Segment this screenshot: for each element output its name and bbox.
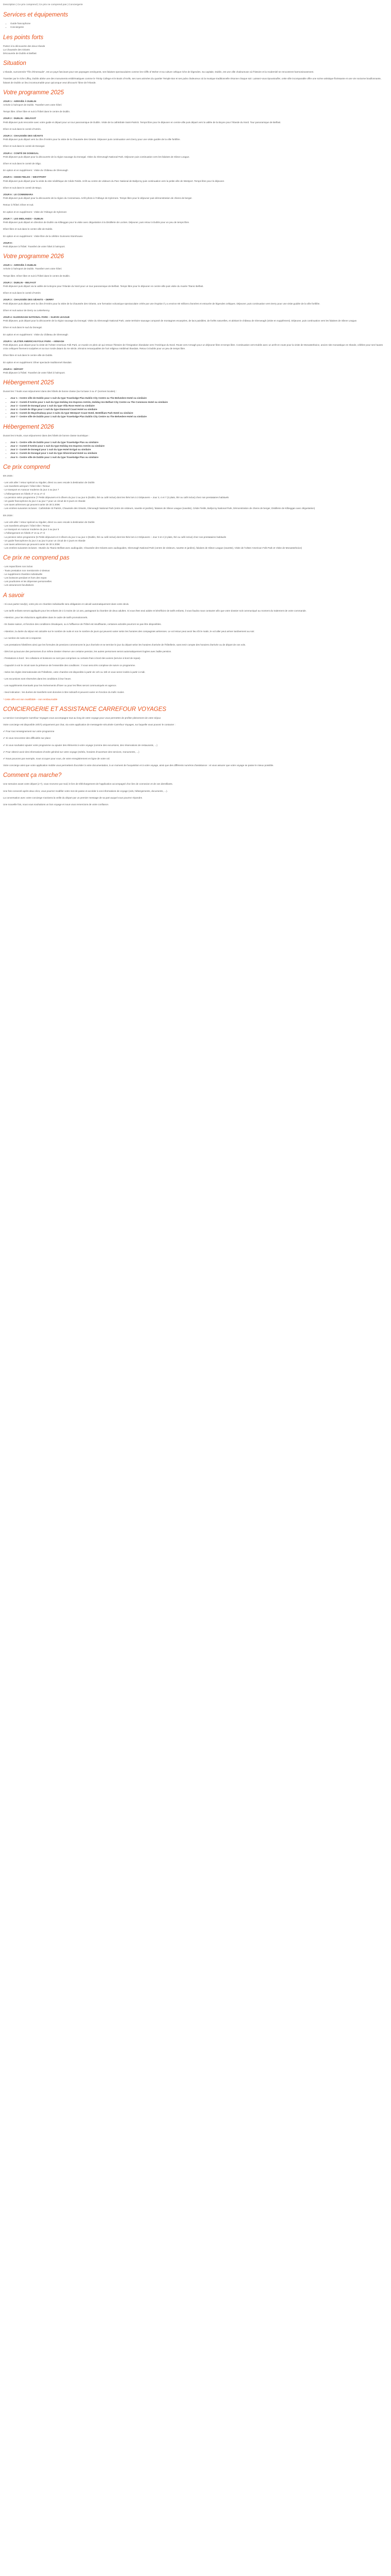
comprend-line: - Un guide francophone du jour 2 au jour 7 pour un circuit de 6 jours en Irlande: [3, 500, 86, 503]
day-heading: JOUR 8 :: [3, 241, 13, 244]
a-savoir-list: [3, 602, 388, 694]
a-savoir-item: - Attention, pour les réductions applicables dans le cadre de tarifs promotionnels.: [3, 616, 88, 619]
day-text: Dîner et nuit dans le comté d'Antrim.: [3, 127, 42, 130]
comprend-line: - Les taxes aériennes qui peuvent varier de 30 à 200€: [3, 503, 60, 506]
comprend-line: - L'hébergement en hôtels 3* et ou 4* nl: [3, 532, 45, 535]
day-heading: JOUR 5 : CEIDE FIELDS – WESTPORT: [3, 176, 46, 179]
conciergerie-paragraph: Le service Conciergerie Carrefour Voyages vous accompagne tout au long de votre voyage pour vous permettre de profiter pleinement de votre séjour.: [3, 716, 161, 719]
a-savoir-item: - Le nombre de nuits est à respecter.: [3, 636, 42, 639]
day-text: Arrivée à l'aéroport de Dublin. Transfert vers votre hôtel.: [3, 267, 62, 270]
hebergement-item: • Jour 5 - Centre ville de Dublin pour 1 nuit du type Travelodge Plus ou similaire: [10, 455, 388, 459]
day-text: Dîner libre et nuit dans le centre-ville de Dublin.: [3, 228, 53, 231]
hebergement-2026-list: [3, 440, 388, 459]
ne-comprend-line: - Toute prestation non mentionnée ci-dessus: [3, 569, 50, 572]
hebergement-item: • Jour 1 - Centre ville de Dublin pour 1 nuit du type Travelodge Plus ou similaire: [10, 440, 388, 444]
day-text: En option et en supplément : Visite du Château de Glenveagh: [3, 169, 68, 172]
hebergement-item: • Jour 2 - Comté d'Antrim pour 1 nuit du type Holiday Inn Express Antrim, Holiday Inn Belfast City Centre ou The Commons Hotel ou similaire: [10, 400, 388, 404]
ne-comprend-pas-title: Ce prix ne comprend pas: [3, 555, 70, 562]
conciergerie-paragraph: Votre concierge est disponible 24h/7j uniquement par chat, via votre application de messagerie sécurisée Carrefour Voyages, sur laquelle vous pouvez le contacter :: [3, 723, 176, 726]
day-text: Petit déjeuner, puis départ pour la découverte de la région sauvage du Donegal. Visite du Glenveagh National Park, vaste territoire sauvage composé de montagnes escarpées, de lacs paisibles, de forêts naturelles, et abritant le château de Glenveagh (visite en supplément). Déjeuner, puis continuation vers les falaises de Slieve League.: [3, 319, 357, 323]
day-text: Temps libre. Dîner libre et nuit à l'hôtel dans le centre de Dublin.: [3, 110, 71, 113]
day-heading: JOUR 1 : ARRIVÉE À DUBLIN: [3, 264, 37, 267]
day-text: Petit déjeuner puis départ vers la côte d'Antrim pour la visite de la Chaussée des Géants, une formation volcanique spectaculaire créée par une éruption il y a environ 60 millions d'années et entourée de légendes celtiques. Déjeuner, puis continuation vers Derry pour une visite guidée de la ville fortifiée.: [3, 302, 320, 305]
day-text: Dîner et nuit dans le comté de Donegal.: [3, 145, 45, 148]
situation-paragraph: Transiter par le riche Liffey, Dublin abrite une des monuments emblématiques comme le Trinity College et le Book of Kells, ses rues animées du quartier Temple Bar et ses pubs chaleureux où la musique traditionnelle résonne chaque soir. Laissez-vous époustoufler, cette ville incomparable offre une scène artistique florissante et une vie nocturne bouillonnante, faisant de Dublin un lieu incontournable pour quiconque veut découvrir l'âme de l'Irlande.: [3, 77, 382, 84]
comprend-line: - L'hébergement en hôtels 3* et ou 4* nl: [3, 492, 45, 495]
hebergement-2025-title: Hébergement 2025: [3, 380, 54, 386]
services-item: • Conciergerie: [10, 25, 388, 29]
day-text: Dîner et nuit dans le comté de Sligo.: [3, 162, 42, 165]
hebergement-intro: Durant les 7 Nuits vous séjournerez dans des hôtels de bonne classe (sur la base 3 ou 4* (normes locales) :: [3, 390, 117, 393]
day-text: Petit déjeuner à l'hôtel. Transfert de votre hôtel à l'aéroport.: [3, 245, 66, 248]
day-text: En option et en supplément : Visite du Château de Glenveagh: [3, 333, 68, 336]
day-text: Temps libre. Dîner libre et nuit à l'hôtel dans le centre de Dublin.: [3, 274, 71, 277]
day-heading: JOUR 6 : LE CONNEMARA: [3, 193, 34, 196]
day-heading: JOUR 2 : DUBLIN – BELFAST: [3, 117, 37, 120]
day-heading: JOUR 3 : CHAUSSÉE DES GÉANTS – DERRY: [3, 298, 54, 301]
hebergement-intro: Durant les 5 Nuits, vous séjournerez dans des hôtels de bonne classe touristique :: [3, 434, 90, 437]
a-savoir-item: - Prestations à bord : les collations et boissons ne sont pas comprises ou certains frais à bord des avions (service à bord de repas).: [3, 657, 141, 660]
day-text: En option et en supplément : Visite de l'Abbaye de Kylemore: [3, 210, 67, 213]
day-text: Petit déjeuner puis départ pour la découverte de la région du Connemara. Arrêt photo à l'Abbaye de Kylemore. Temps libre pour le déjeuner puis démonstration de chiens de berger.: [3, 197, 192, 200]
day-text: Dîner et nuit autour de Derry ou Letterkenny.: [3, 309, 50, 312]
comment-paragraph: Une nouvelle fois, nous vous souhaitons un bon voyage et nous vous remercions de votre confiance.: [3, 803, 109, 806]
programme-2026: [3, 263, 388, 375]
comprend-line: - Les taxes aériennes qui peuvent varier de 30 à 200€: [3, 543, 60, 546]
day-heading: JOUR 4 : COMTÉ DE DONEGAL: [3, 151, 39, 155]
day-text: Petit déjeuner puis départ en direction de Dublin via Kilbeggan pour la visite avec dégustation à la Distillerie de Lockes. Déjeuner, puis retour à Dublin pour un peu de temps libre.: [3, 221, 190, 224]
ne-comprend-line: - Les pourboires et les dépenses personnelles: [3, 580, 52, 583]
comprend-2026-list: [3, 520, 388, 550]
hebergement-2026-title: Hébergement 2026: [3, 423, 54, 430]
non-modifiable-note: * Cette offre est non modifiable – non remboursable: [3, 698, 58, 701]
hebergement-item: • Jour 3 - Comté de Donegal pour 1 nuit du type Villa Rose Hotel ou similaire: [10, 404, 388, 408]
hebergement-item: • Jour 4 - Comté de Sligo pour 1 nuit du type Diamond Coast Hotel ou similaire: [10, 408, 388, 411]
points-forts-line: Découverte de Dublin et Belfast: [3, 52, 37, 55]
day-text: Dîner et nuit dans le comté de Mayo.: [3, 186, 42, 189]
comment-ca-marche-title: Comment ça marche?: [3, 772, 62, 779]
a-savoir-item: - Les tarifs enfants seront appliqués pour les enfants de 2 à moins de 12 ans, partageant la chambre de deux adultes. Si vous êtes seul adulte et bénéficiez de tarifs enfants, il vous faudra nous contacter afin que votre dossier soit communiqué au moment du traitement de votre commande.: [3, 609, 307, 612]
ne-comprend-line: - Les assurances facultatives: [3, 584, 34, 587]
comment-paragraph: Une semaine avant votre départ (J-7), vous recevrez par mail, le lien de téléchargement de l'application accompagné d'un lien de connexion et de vos identifiants.: [3, 783, 173, 786]
year-heading: EN 2026 :: [3, 514, 14, 517]
points-forts-line: Partez à la découverte des deux Irlande: [3, 44, 45, 47]
a-savoir-item: - En basse saison, et fonction des conditions climatiques, ou à l'affluence de l'hôtel est insuffisante, certaines activités pourront ne pas être disponibles.: [3, 623, 161, 626]
conciergerie-item: ✔ Si vous rencontrez des difficultés sur place: [3, 737, 51, 740]
day-text: Petit déjeuner à l'hôtel. Transfert de votre hôtel à l'aéroport.: [3, 371, 66, 374]
situation-paragraph: L'Irlande, surnommée "l'île d'émeraude", est un pays fascinant pour ses paysages verdoyants, ses falaises spectaculaires comme les Cliffs of Moher et sa culture celtique riche de légendes. Sa capitale, Dublin, est une ville chaleureuse où l'histoire et la modernité se rencontrent harmonieusement.: [3, 71, 314, 74]
day-text: En option et en supplément: Dîner spectacle traditionnel irlandais: [3, 361, 72, 364]
hebergement-2025-list: [3, 396, 388, 418]
day-text: Dîner et nuit dans le comté d'Antrim: [3, 292, 41, 295]
a-savoir-item: - Attention, la durée du séjour est calculée sur le nombre de nuits et non le nombre de jours qui peuvent varier selon les horaires des compagnies aériennes. Le vol retour peut avoir lieu tôt le matin, le vol aller peut arriver tardivement au soir.: [3, 630, 255, 633]
day-text: Petit déjeuner puis rencontre avec votre guide et départ pour un tour panoramique de Dublin. Visite de la cathédrale Saint-Patrick. Temps libre pour le déjeuner en centre-ville puis départ vers la vallée de la Boyne pour l'Irlande du Nord. Tour panoramique de Belfast.: [3, 121, 281, 124]
hebergement-item: • Jour 1 - Centre ville de Dublin pour 1 nuit du type Travelodge Plus Dublin City Centre ou The Belvedere Hotel ou similaire: [10, 396, 388, 400]
day-heading: JOUR 6 : DÉPART: [3, 367, 24, 370]
day-text: En option et en supplément : Visite libre de la célèbre Guinness Storehouse.: [3, 234, 84, 238]
ne-comprend-line: - Les repas libres non inclus: [3, 565, 33, 568]
conciergerie-item: ✔ Pour obtenir avoir des informations d'ordre général sur votre voyage (météo, horaires d'ouverture des services, monuments, ...): [3, 750, 139, 753]
day-heading: JOUR 7 : LES MIDLANDS – DUBLIN: [3, 217, 43, 220]
conciergerie-paragraph: Votre concierge ainsi que votre application mobile vous permettent d'accéder à votre documentation, à un moment de l'acquisition et à votre voyage, ainsi que des différents numéros d'assistance : et vous assurer que votre voyage se passe le mieux possible.: [3, 764, 274, 767]
a-savoir-item: - Selon les règles internationales de l'hôtellerie, votre chambre est disponible à partir de 14h ou 15h et vous serez invités à partir à midi.: [3, 670, 145, 673]
comprend-2025-list: [3, 481, 388, 511]
comprend-line: - Le transport en Autocar moderne du jour 2 au jour 5: [3, 528, 59, 531]
comprend-line: - Le transport en Autocar moderne du jour 2 au jour 7: [3, 488, 59, 492]
a-savoir-item: - Les prestations hôtelières ainsi que les formules de pensions commencent le jour d'arrivée et se termine le jour du départ selon les horaires d'arrivée de l'hôtellerie, sans tenir compte des horaires d'arrivée ou de départ de vos vols.: [3, 643, 246, 646]
hebergement-item: • Jour 7 - Centre ville de Dublin pour 1 nuit du type Travelodge Plus Dublin City Centre ou The Belvedere Hotel ou similaire: [10, 415, 388, 418]
ne-comprend-line: - Les boissons pendant et hors des repas: [3, 577, 47, 580]
conciergerie-item: ✔ Pour tout renseignement sur votre programme: [3, 730, 55, 733]
services-list: [3, 22, 388, 29]
comprend-line: - Les vols aller / retour spécial ou régulier, direct ou avec escale à destination de Dublin: [3, 481, 95, 484]
a-savoir-item: - Les excursions sont réservées dans les conditions à leur heure.: [3, 677, 72, 680]
a-savoir-item: - Les suppléments éventuels pour les événements d'hiver ou pour les fêtes seront communiqués en agence.: [3, 684, 117, 687]
day-heading: JOUR 2 : DUBLIN – BELFAST: [3, 281, 37, 284]
conciergerie-item: ✔ Si vous souhaitez ajouter votre programme ou ajouter des éléments à votre voyage (comme des excursions, des réservations de restaurants, ...): [3, 743, 158, 747]
comment-paragraph: Une fois connecté après deux clics, vous pourrez modifier votre mot de passe et accéder à vos informations de voyage (vols, hébergements, documents, ...).: [3, 789, 168, 792]
programme-2025-title: Votre programme 2025: [3, 89, 64, 96]
day-text: Arrivée à l'aéroport de Dublin. Transfert vers votre hôtel.: [3, 104, 62, 107]
comment-paragraph: La conversation avec votre concierge s'activera la veille du départ par un premier message de sa part auquel vous pourrez répondre.: [3, 796, 143, 799]
breadcrumb[interactable]: Description | Ce prix comprend | Ce prix ne comprend pas | Conciergerie: [3, 4, 83, 6]
comprend-line: - Les transferts aéroport / hôtel Aller / Retour: [3, 524, 50, 528]
day-text: Petit déjeuner, puis départ pour la visite de l'Ulster American Folk Park, un musée en plein air qui retrace l'histoire de l'émigration irlandaise vers l'Amérique du Nord. Route vers Armagh pour un déjeuner libre et temps libre. Continuation vers Dublin avec un arrêt en route pour la visite de Monasterboice, ancien site monastique en Irlande, célèbre pour ses hautes croix celtiques finement sculptées et sa tour ronde datant du Xe siècle, témoins remarquables de l'art religieux médiéval irlandais. Retour à Dublin pour un peu de temps libre.: [3, 343, 383, 350]
day-heading: JOUR 5 : ULSTER AMERICAN FOLK PARK – ARMAGH: [3, 340, 64, 343]
day-heading: JOUR 1 : ARRIVÉE À DUBLIN: [3, 99, 37, 103]
comprend-line: - Les entrées suivantes incluses : Cathédrale St Patrick, Chaussée des Géants, Glenveagh National Park (entre de visiteurs, navette et jardins), falaises de Slieve League (navette), Céide Fields, Ballycroy National Park, Démonstration de chiens de berger, Distillerie de Kilbeggan avec dégustation): [3, 507, 315, 510]
a-savoir-item: - Capacité à voir le circuit sans la présence de l'ensemble des conditions : il vous sera très complexe de suivre ce programme.: [3, 664, 136, 667]
programme-2026-title: Votre programme 2026: [3, 253, 64, 260]
points-forts-title: Les points forts: [3, 34, 43, 41]
comprend-line: - Les vols aller / retour spécial ou régulier, direct ou avec escale à destination de Dublin: [3, 520, 95, 523]
comprend-line: - Les entrées suivantes incluses : Musée du Titanic Belfast avec audioguide, Chaussée des Géants avec audioguides, Glenveagh National Park (centre de visiteurs, navette et jardins), falaises de Slieve League (navette), Visite de l'Ulster American Folk Park et Visite de Monasterboice): [3, 547, 302, 550]
comprend-line: - La pension selon programme (7 Petits déjeuners et 5 dîners du jour 2 au jour 6 (Dublin, thé ou café inclus) dont les thés lors à 3 Déjeuners – Jour 3, 4 et 7 (2 plats, thé ou café inclus) chez nos prestataires habituels: [3, 496, 229, 499]
conciergerie-title: CONCIERGERIE ET ASSISTANCE CARREFOUR VOYAGES: [3, 706, 167, 713]
comprend-line: - Un guide francophone du jour 2 au jour 5 pour un circuit de 4 jours en Irlande: [3, 539, 86, 542]
day-heading: JOUR 3 : CHAUSSÉE DES GÉANTS: [3, 134, 43, 138]
day-text: Petit déjeuner puis départ pour la visite du site néolithique de Céide Fields. Arrêt au centre de visiteurs du Parc National de Ballycroy puis continuation vers la petite ville de Westport. Temps libre pour le déjeuner.: [3, 179, 225, 182]
points-forts-list: [3, 44, 388, 56]
programme-2025: [3, 99, 388, 248]
a-savoir-item: - Seul indication : les durées de transferts sont données à titre indicatif et peuvent varier en fonction du trafic routier.: [3, 691, 125, 694]
hebergement-item: • Jour 3 - Comté de Donegal pour 1 nuit du type Hotel Errigal ou similaire: [10, 448, 388, 451]
year-heading: EN 2025 :: [3, 474, 14, 477]
hebergement-item: • Jour 4 - Comté de Donegal pour 1 nuit du type Silverstrand Hotel ou similaire: [10, 451, 388, 455]
situation-title: Situation: [3, 60, 26, 67]
a-savoir-item: - Dès lors qu'aucune des personnes d'un même dossier réserve une certaine pension, les autres personnes seront automatiquement logées avec ladite pension.: [3, 650, 172, 653]
comprend-line: - Les transferts aéroport / hôtel Aller / Retour: [3, 485, 50, 488]
day-text: Petit déjeuner puis départ pour la découverte de la région sauvage du Donegal. Visite du Glenveagh National Park. Déjeuner puis continuation vers les falaises de Slieve League.: [3, 155, 190, 158]
day-text: Petit déjeuner puis départ via la vallée de la Boyne pour l'Irlande du Nord pour un tour panoramique de Belfast. Temps libre pour le déjeuner en centre-ville puis visite du musée Titanic Belfast.: [3, 284, 204, 287]
ce-prix-comprend-title: Ce prix comprend: [3, 464, 50, 470]
day-text: Retour à l'hôtel. Dîner et nuit.: [3, 204, 34, 207]
a-savoir-title: A savoir: [3, 592, 25, 599]
page: [0, 0, 391, 806]
day-text: Petit déjeuner puis départ vers la côte d'Antrim pour la visite de la Chaussée des Géants. Déjeuner puis continuation vers Derry pour une visite guidée de la ville fortifiée.: [3, 138, 181, 141]
day-heading: JOUR 4: GLENVEAGH NATIONAL PARK – SLIEVE LEAGUE: [3, 315, 70, 318]
services-title: Services et équipements: [3, 12, 68, 19]
services-item: • Guide francophone: [10, 22, 388, 25]
comprend-line: - La pension selon programme (5 Petits déjeuners et 3 dîners du jour 2 au jour 4 (Dublin, thé ou café inclus) dont les thés lors à 3 Déjeuners – Jour 3 et 4 (2 plats, thé ou café inclus) chez nos prestataires habituels: [3, 535, 226, 538]
conciergerie-item: ✔ Nous pouvons par exemple, nous occuper pour vous, de votre enregistrement en ligne de votre vol.: [3, 757, 110, 760]
points-forts-line: La Chaussée des Géants: [3, 48, 30, 51]
a-savoir-item: - Si vous partez seul(e), votre prix en chambre individuelle sera obligatoire et calculé automatiquement dans votre devis.: [3, 602, 129, 605]
hebergement-item: • Jour 5 - Comté de Mayo/Galway pour 2 nuits du type Westport Coast Hotel, McWilliam Park Hotel ou similaire: [10, 411, 388, 415]
ne-comprend-line: - Le supplément chambre individuelle: [3, 572, 43, 575]
day-text: Dîner et nuit dans le sud du Donegal.: [3, 326, 42, 329]
ne-comprend-list: [3, 565, 388, 587]
hebergement-item: • Jour 2 - Comté d'Antrim pour 1 nuit du type Holiday Inn Express Antrim ou similaire: [10, 444, 388, 448]
day-text: Dîner libre et nuit dans le centre-ville de Dublin.: [3, 354, 53, 357]
